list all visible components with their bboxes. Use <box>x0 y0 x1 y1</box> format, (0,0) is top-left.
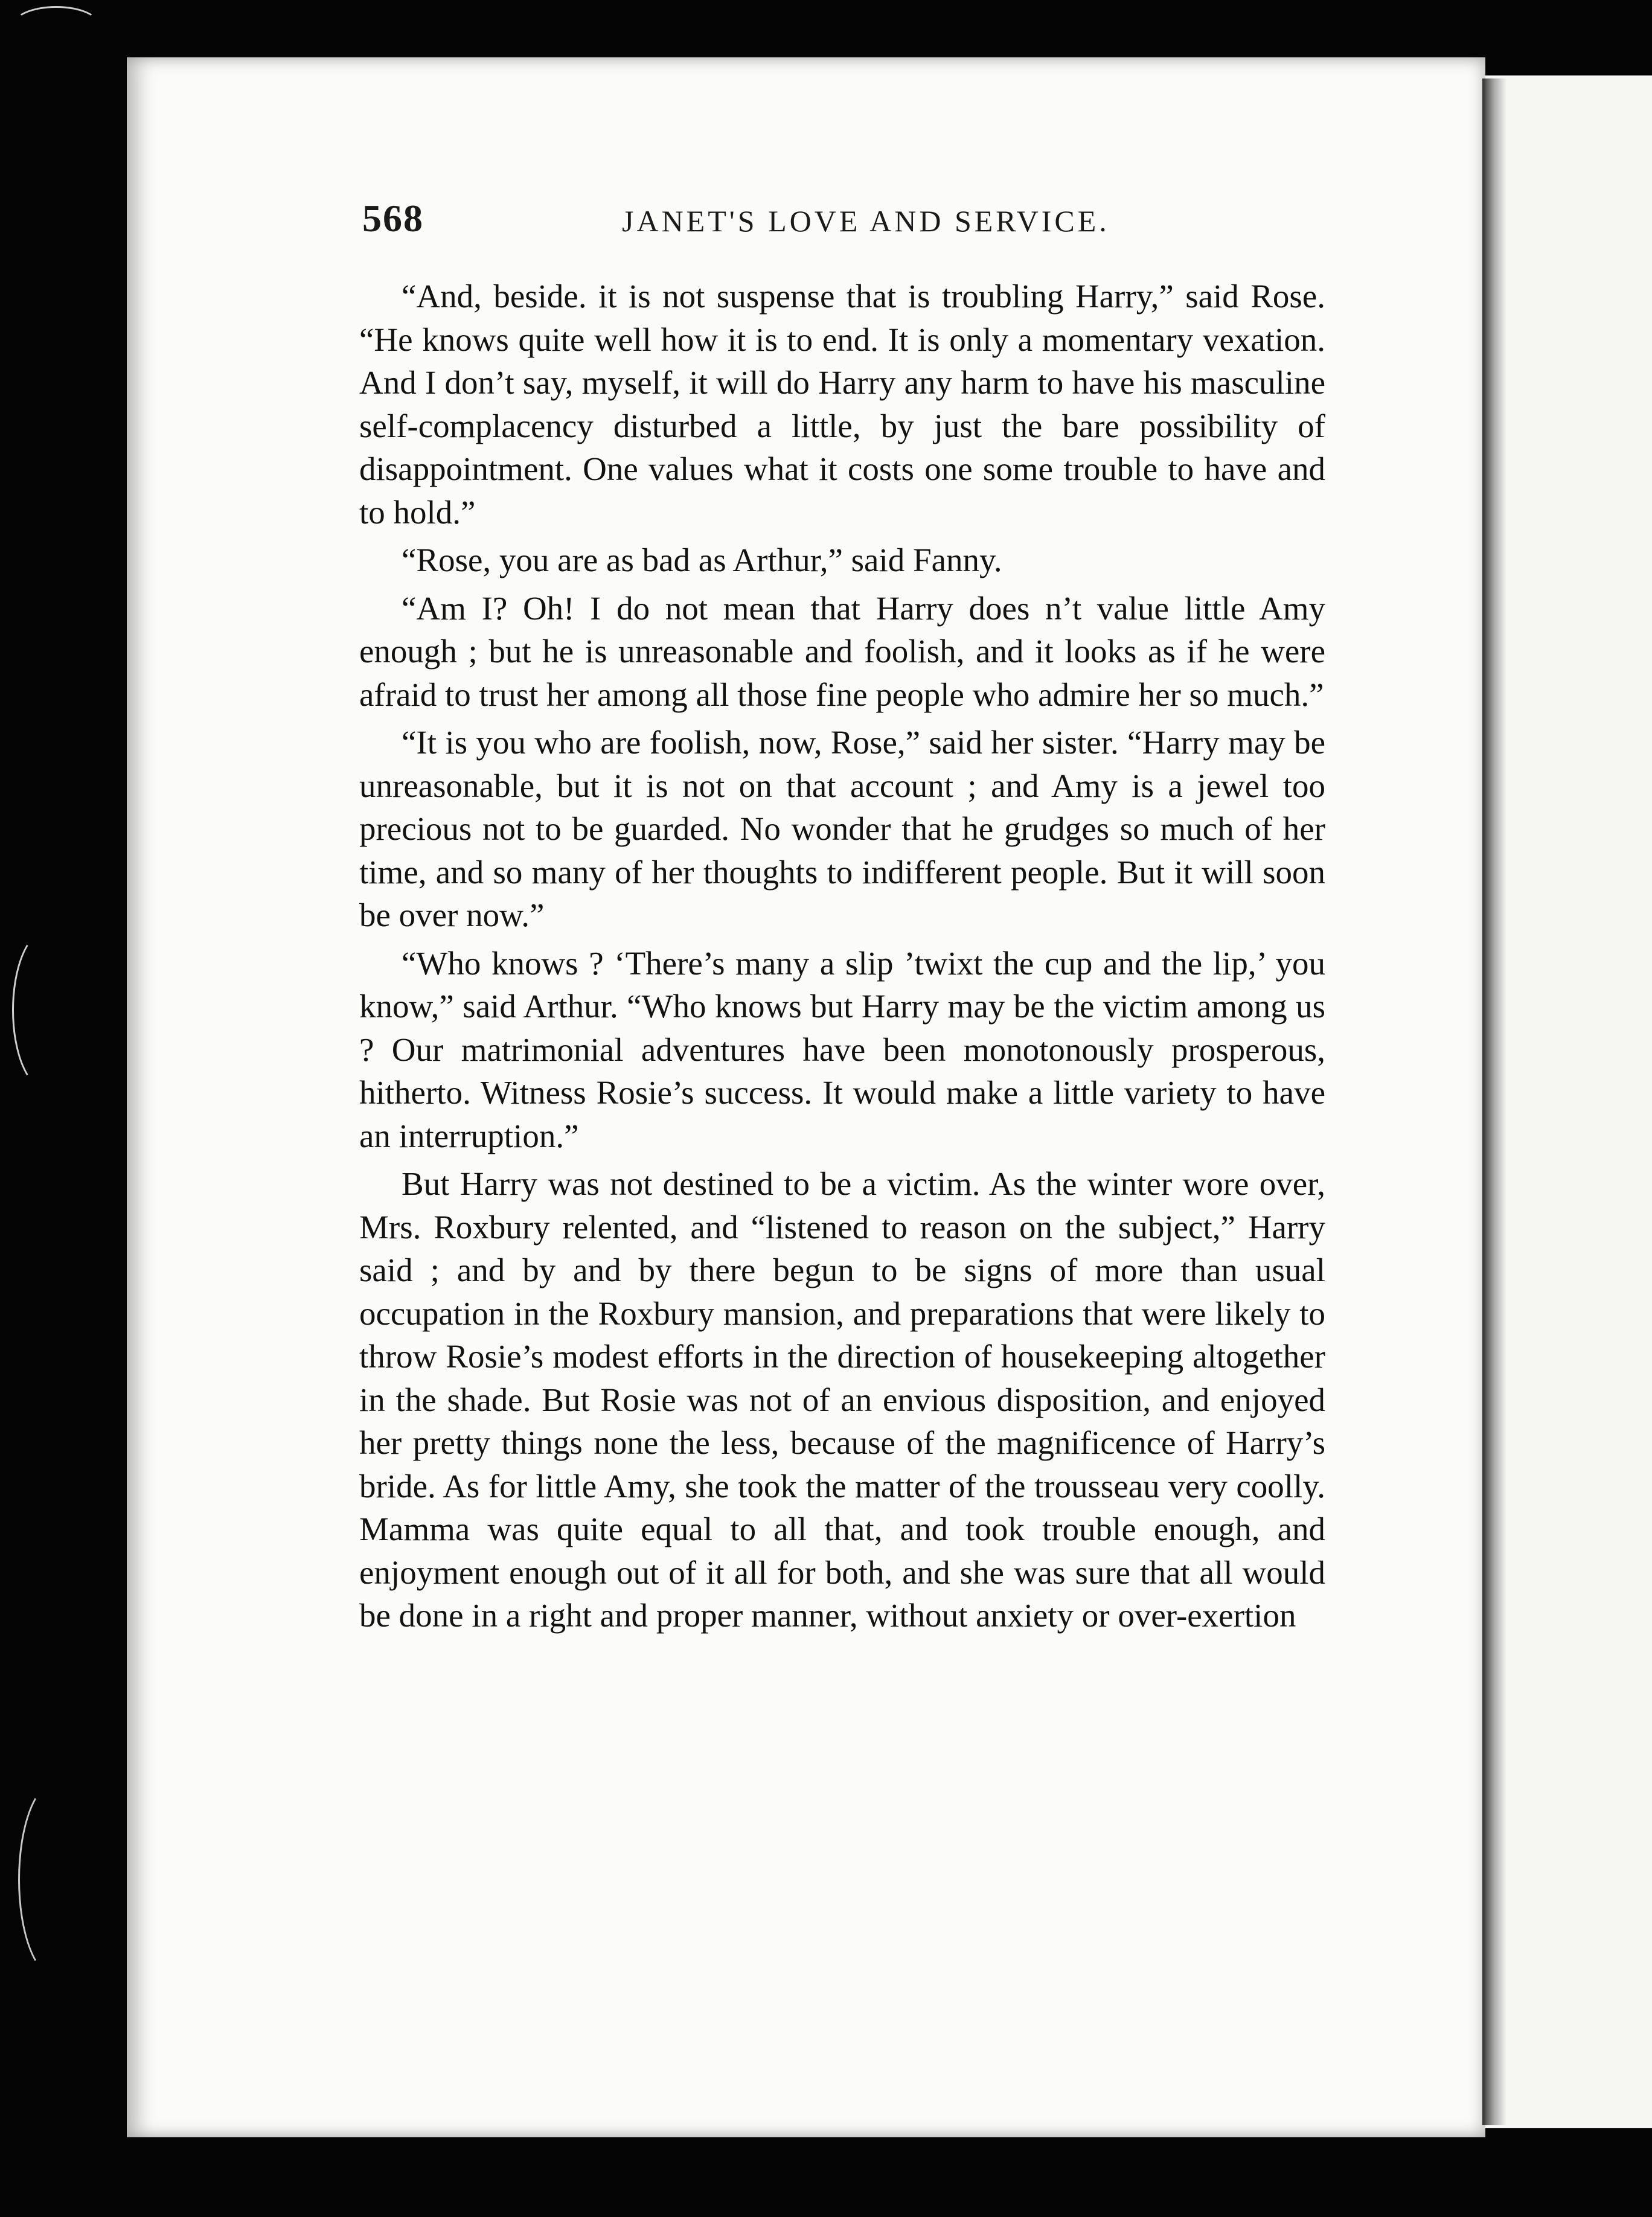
paragraph-6: But Harry was not destined to be a victim. As the winter wore over, Mrs. Roxbury relented, and “listened to reason on the subject,” Harry said ; and by and by there begun to be signs of more than usual occupation in the Roxbury mansion, and preparations that were likely to throw Rosie’s modest efforts in the direction of housekeeping altogether in the shade. But Rosie was not of an envious disposition, and enjoyed her pretty things none the less, because of the magnificence of Harry’s bride. As for little Amy, she took the matter of the trousseau very coolly. Mamma was quite equal to all that, and took trouble enough, and enjoyment enough out of it all for both, and she was sure that all would be done in a right and proper manner, without anxiety or over-exertion <box>359 1165 1325 1634</box>
paragraph-4: “It is you who are foolish, now, Rose,” said her sister. “Harry may be unreasonable, but it is not on that account ; and Amy is a jewel too precious not to be guarded. No wonder that he grudges so much of her time, and so many of her thoughts to indifferent people. But it will soon be over now.” <box>359 724 1325 933</box>
page-number: 568 <box>362 197 424 240</box>
running-header <box>362 196 1449 269</box>
thread-fragment-top <box>12 6 100 46</box>
binding-shadow <box>1482 78 1506 2125</box>
body-text <box>359 275 1325 1637</box>
paragraph-2: “Rose, you are as bad as Arthur,” said Fanny. <box>402 542 1002 578</box>
running-title: JANET'S LOVE AND SERVICE. <box>622 204 1110 238</box>
paragraph-3: “Am I? Oh! I do not mean that Harry does n’t value little Amy enough ; but he is unreasonable and foolish, and it looks as if he were afraid to trust her among all those fine people who admire her so much.” <box>359 589 1325 713</box>
paragraph-5: “Who knows ? ‘There’s many a slip ’twixt the cup and the lip,’ you know,” said Arthur. “Who knows but Harry may be the victim among us ? Our matrimonial adventures have been monotonously prosperous, hitherto. Witness Rosie’s success. It would make a little variety to have an interruption.” <box>359 944 1325 1154</box>
paragraph-1: “And, beside. it is not suspense that is troubling Harry,” said Rose. “He knows quite well how it is to end. It is only a momentary vexation. And I don’t say, myself, it will do Harry any harm to have his masculine self-complacency disturbed a little, by just the bare possibility of disappointment. One values what it costs one some trouble to have and to hold.” <box>359 278 1325 531</box>
thread-fragment-bottom-left <box>18 1781 94 1978</box>
thread-fragment-left <box>12 930 82 1090</box>
